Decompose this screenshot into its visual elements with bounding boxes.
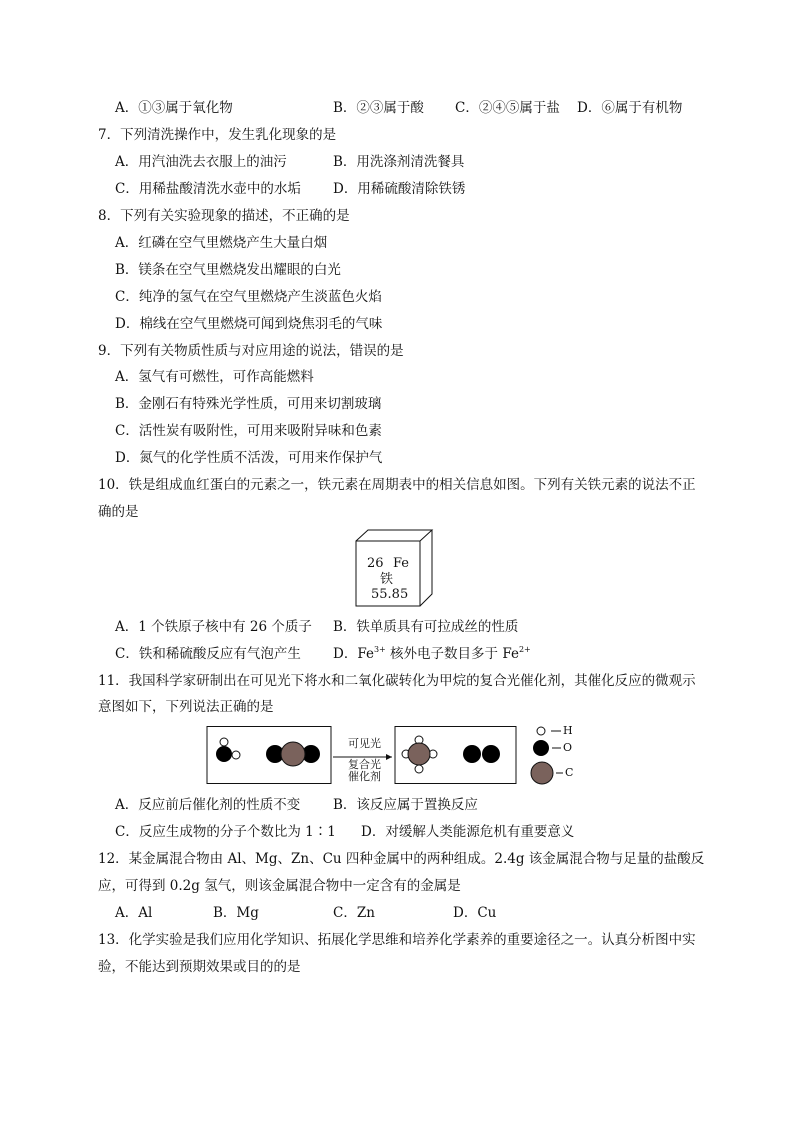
q12-option-a: A．Al bbox=[115, 905, 153, 921]
q7-option-a: A．用汽油洗去衣服上的油污 bbox=[115, 154, 287, 170]
legend-o-icon bbox=[533, 740, 549, 756]
fe3-charge: 3+ bbox=[373, 645, 386, 654]
water-molecule bbox=[216, 738, 240, 762]
q9-option-c: C．活性炭有吸附性，可用来吸附异味和色素 bbox=[115, 423, 382, 439]
q6-option-d: D．⑥属于有机物 bbox=[577, 100, 683, 116]
q10-option-d bbox=[333, 645, 531, 663]
oxygen-molecule bbox=[463, 745, 500, 763]
q6-option-c: C．②④⑤属于盐 bbox=[455, 100, 560, 116]
q9-stem: 9．下列有关物质性质与对应用途的说法，错误的是 bbox=[98, 343, 404, 359]
q11-option-c: C．反应生成物的分子个数比为 1∶1 bbox=[115, 824, 336, 840]
q12-stem-line2: 应，可得到 0.2g 氢气，则该金属混合物中一定含有的金属是 bbox=[98, 878, 461, 894]
q11-option-b: B．该反应属于置换反应 bbox=[333, 797, 478, 813]
q12-option-b: B．Mg bbox=[213, 905, 259, 921]
iron-element-card bbox=[355, 529, 435, 607]
q10-option-b: B．铁单质具有可拉成丝的性质 bbox=[333, 619, 519, 635]
element-symbol: Fe bbox=[393, 556, 410, 571]
q9-option-d: D．氮气的化学性质不活泼，可用来作保护气 bbox=[115, 450, 383, 466]
q10-stem-line1: 10．铁是组成血红蛋白的元素之一，铁元素在周期表中的相关信息如图。下列有关铁元素的说法不正 bbox=[98, 477, 696, 493]
reaction-scheme bbox=[206, 726, 606, 786]
q7-option-b: B．用洗涤剂清洗餐具 bbox=[333, 154, 465, 170]
legend-c-label: C bbox=[565, 766, 574, 779]
q7-option-d: D．用稀硫酸清除铁锈 bbox=[333, 181, 466, 197]
arrow-label-catalyst-1: 复合光 bbox=[348, 758, 381, 771]
q13-stem-line2: 验，不能达到预期效果或目的的是 bbox=[98, 959, 301, 975]
q11-option-a: A．反应前后催化剂的性质不变 bbox=[115, 797, 301, 813]
legend-o-label: O bbox=[563, 741, 573, 754]
q11-stem-line2: 意图如下，下列说法正确的是 bbox=[98, 699, 274, 715]
q8-stem: 8．下列有关实验现象的描述，不正确的是 bbox=[98, 208, 350, 224]
element-atomic-mass: 55.85 bbox=[371, 587, 409, 602]
q8-option-a: A．红磷在空气里燃烧产生大量白烟 bbox=[115, 235, 328, 251]
q9-option-b: B．金刚石有特殊光学性质，可用来切割玻璃 bbox=[115, 396, 382, 412]
atom-legend bbox=[531, 727, 563, 784]
element-atomic-number: 26 bbox=[367, 556, 384, 571]
q11-stem-line1: 11．我国科学家研制出在可见光下将水和二氧化碳转化为甲烷的复合光催化剂，其催化反应的微观示 bbox=[98, 673, 696, 689]
arrow-label-visible-light: 可见光 bbox=[348, 737, 381, 750]
q10-option-d-pre: D．Fe bbox=[333, 646, 374, 662]
q7-stem: 7．下列清洗操作中，发生乳化现象的是 bbox=[98, 127, 337, 143]
legend-c-icon bbox=[531, 762, 553, 784]
q10-option-c: C．铁和稀硫酸反应有气泡产生 bbox=[115, 646, 301, 662]
methane-molecule bbox=[402, 736, 437, 773]
q8-option-b: B．镁条在空气里燃烧发出耀眼的白光 bbox=[115, 262, 341, 278]
q10-option-a: A．1 个铁原子核中有 26 个质子 bbox=[115, 619, 312, 635]
q9-option-a: A．氢气有可燃性，可作高能燃料 bbox=[115, 369, 314, 385]
arrow-head-icon bbox=[386, 754, 392, 760]
q6-option-b: B．②③属于酸 bbox=[333, 100, 424, 116]
q6-option-a: A．①③属于氧化物 bbox=[115, 100, 233, 116]
q12-stem-line1: 12．某金属混合物由 Al、Mg、Zn、Cu 四种金属中的两种组成。2.4g 该金属混合物与足量的盐酸反 bbox=[98, 851, 705, 867]
q10-option-d-mid: 核外电子数目多于 Fe bbox=[385, 646, 519, 662]
reaction-scheme-drawing bbox=[206, 726, 606, 786]
arrow-label-catalyst-2: 催化剂 bbox=[348, 770, 381, 783]
carbon-dioxide-molecule bbox=[266, 742, 320, 766]
q8-option-c: C．纯净的氢气在空气里燃烧产生淡蓝色火焰 bbox=[115, 289, 382, 305]
q8-option-d: D．棉线在空气里燃烧可闻到烧焦羽毛的气味 bbox=[115, 316, 383, 332]
legend-h-label: H bbox=[563, 724, 573, 737]
legend-h-icon bbox=[537, 727, 545, 735]
q13-stem-line1: 13．化学实验是我们应用化学知识、拓展化学思维和培养化学素养的重要途径之一。认真分析图中实 bbox=[98, 932, 696, 948]
q12-option-c: C．Zn bbox=[333, 905, 375, 921]
q7-option-c: C．用稀盐酸清洗水壶中的水垢 bbox=[115, 181, 301, 197]
q11-option-d: D．对缓解人类能源危机有重要意义 bbox=[361, 824, 575, 840]
q10-stem-line2: 确的是 bbox=[98, 504, 139, 520]
fe2-charge: 2+ bbox=[518, 645, 531, 654]
q12-option-d: D．Cu bbox=[453, 905, 497, 921]
element-name: 铁 bbox=[380, 572, 394, 587]
